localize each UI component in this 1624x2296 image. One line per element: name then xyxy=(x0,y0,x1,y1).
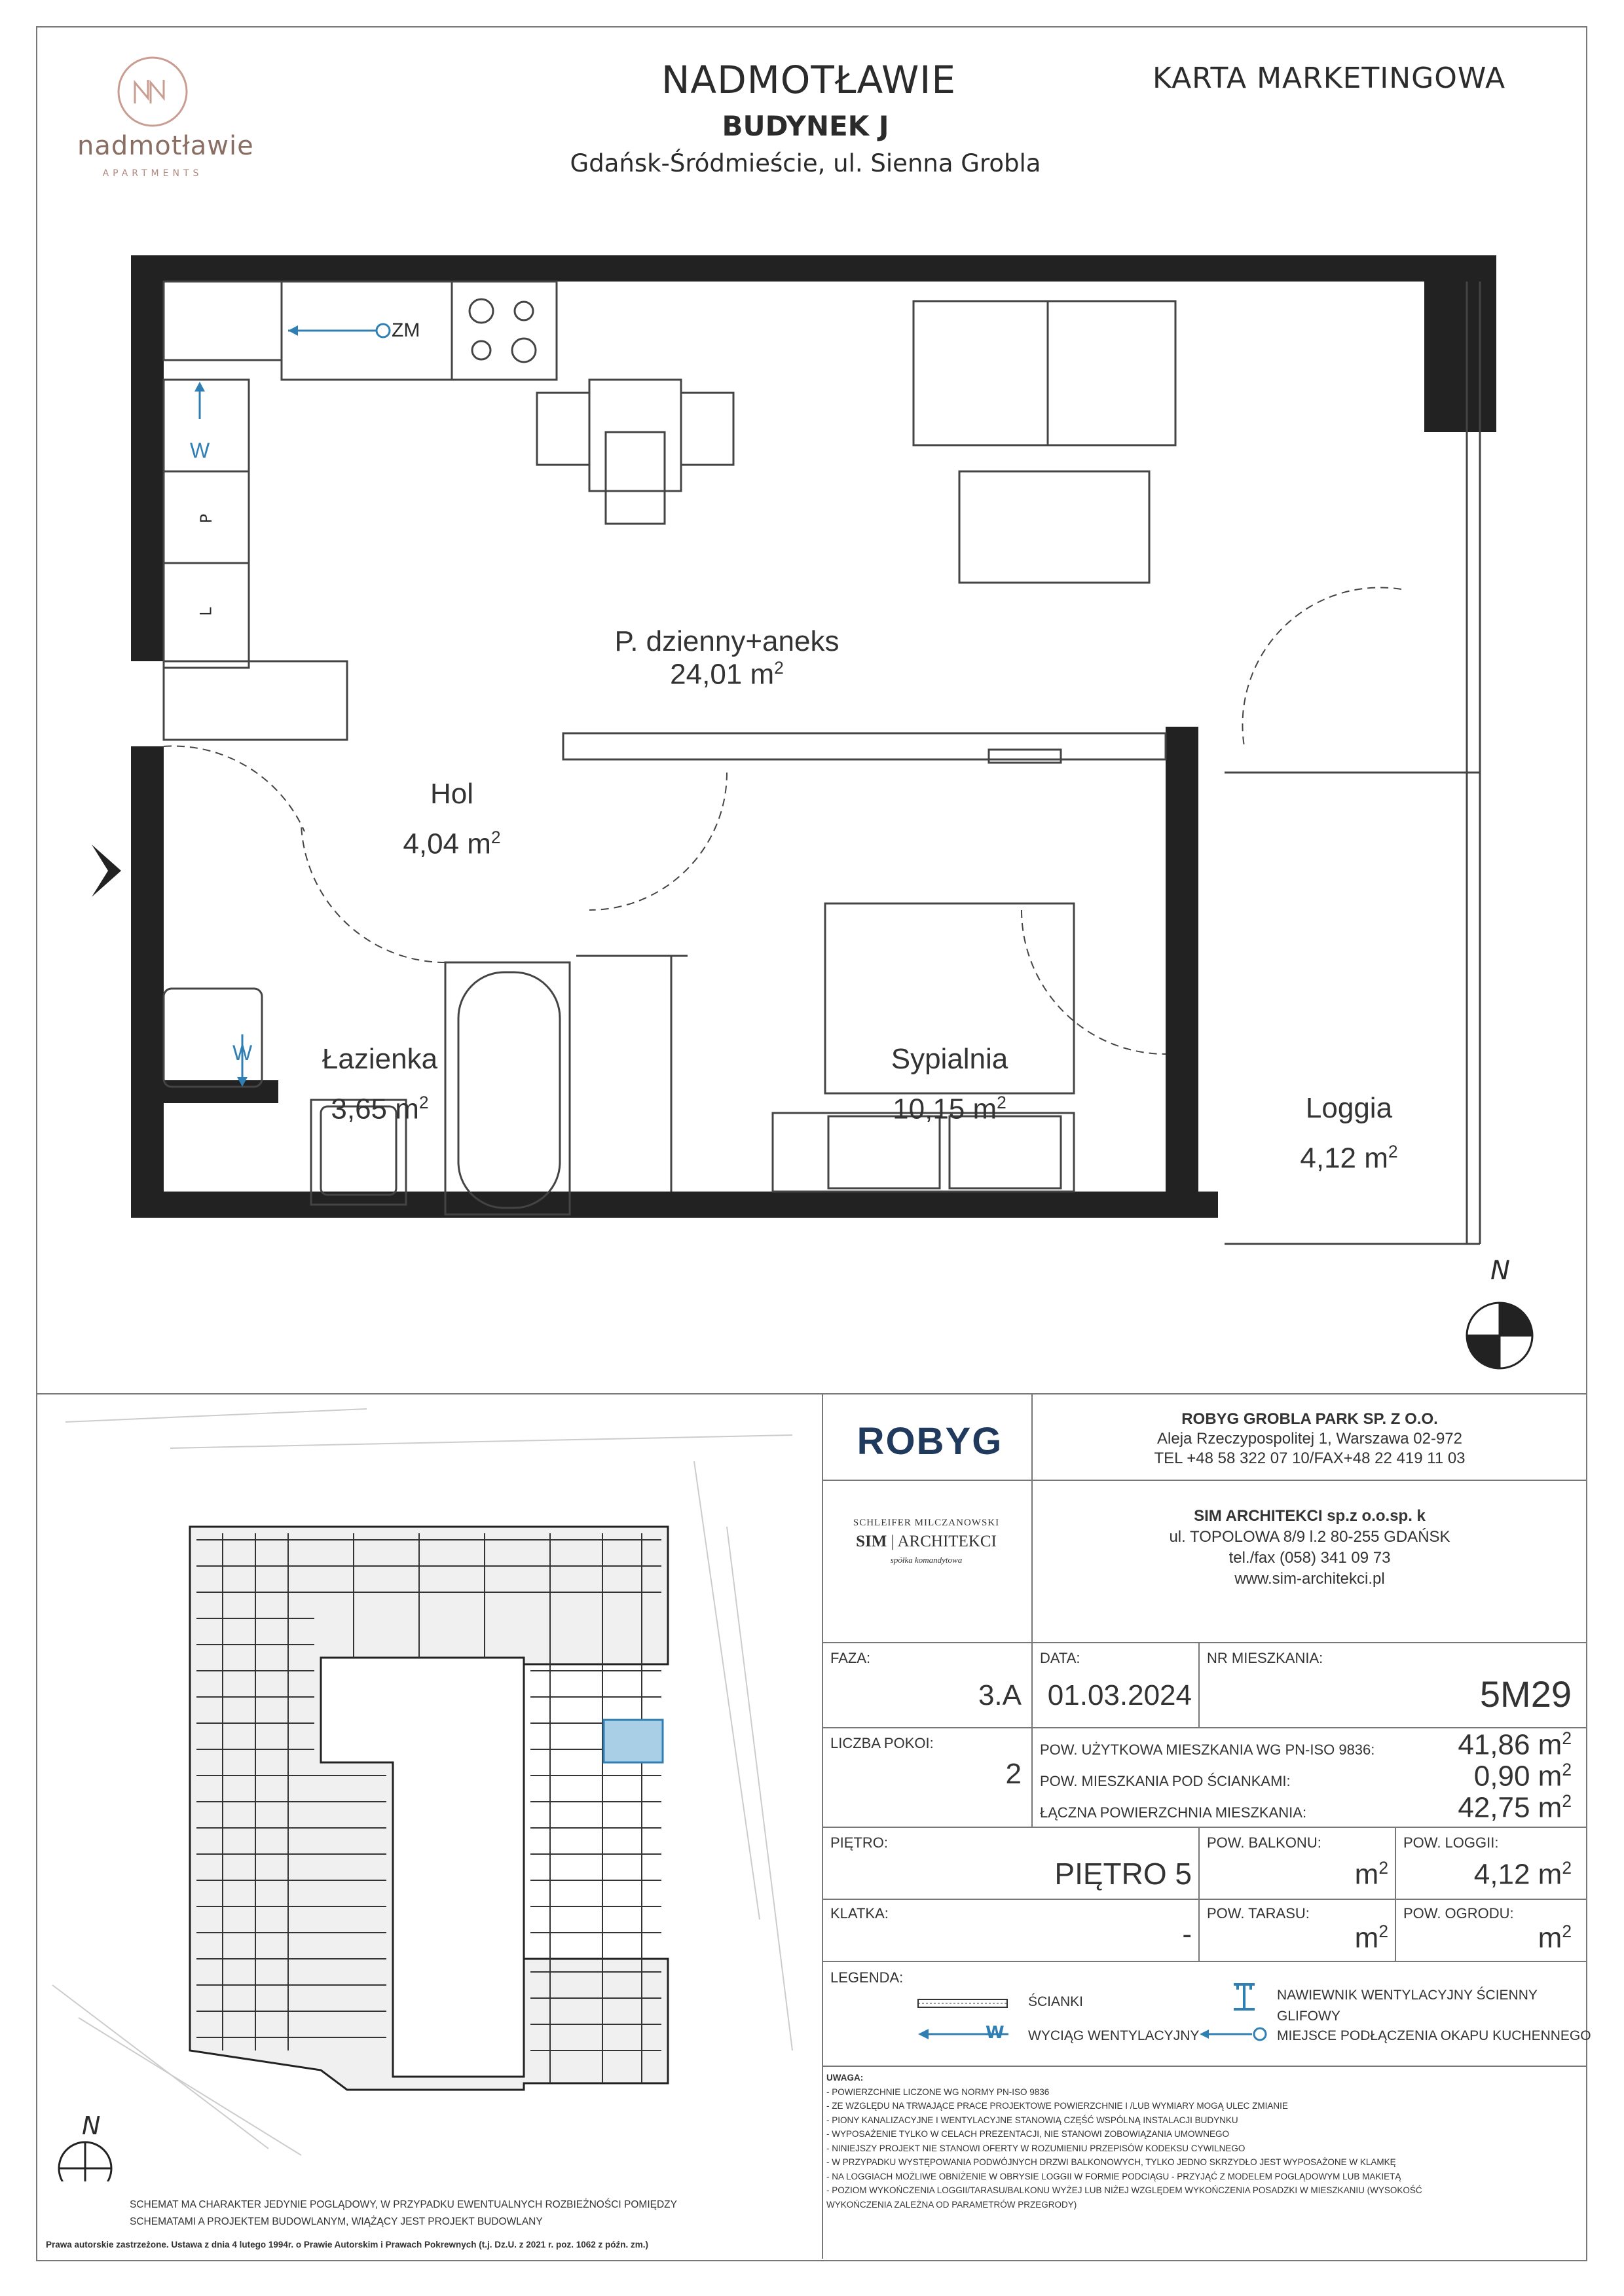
table-col xyxy=(1395,1827,1396,1961)
room-label-living: P. dzienny+aneks 24,01 $m^2$ xyxy=(614,625,840,691)
vent-mark-kitchen: W xyxy=(190,439,210,462)
architect-block: SIM ARCHITEKCI sp.z o.o.sp. k ul. TOPOLOWA 8/9 l.2 80-255 GDAŃSK tel./fax (058) 341 09 73 www.sim-architekci.pl xyxy=(1169,1507,1450,1588)
legend-okap: MIEJSCE PODŁĄCZENIA OKAPU KUCHENNEGO xyxy=(1277,2028,1591,2043)
legend-scianki: ŚCIANKI xyxy=(1028,1994,1084,2009)
cabinet-mark-p: P xyxy=(197,513,216,524)
table-line xyxy=(822,2066,1586,2067)
project-title: NADMOTŁAWIE xyxy=(661,58,957,102)
room-label-hall: Hol 4,04 $m^2$ xyxy=(403,778,501,860)
nr-value: 5M29 xyxy=(1479,1673,1572,1715)
table-col xyxy=(1198,1642,1200,1727)
pow-laczna-label: ŁĄCZNA POWIERZCHNIA MIESZKANIA: xyxy=(1040,1804,1307,1821)
nr-label: NR MIESZKANIA: xyxy=(1207,1650,1323,1666)
wall-vent-icon xyxy=(1231,1980,1257,2013)
partition-wall-icon xyxy=(917,1997,1008,2010)
cabinet-mark-l: L xyxy=(196,607,215,616)
developer-block: ROBYG GROBLA PARK SP. Z O.O. Aleja Rzeczypospolitej 1, Warszawa 02-972 TEL +48 58 322 07 10/FAX+48 22 419 11 03 xyxy=(1154,1410,1466,1467)
apartment-highlight xyxy=(604,1720,663,1762)
card-type-title: KARTA MARKETINGOWA xyxy=(1153,62,1506,95)
site-north-label: N xyxy=(82,2111,101,2140)
ogrod-value: $m^2$ xyxy=(1538,1922,1572,1954)
room-label-bathroom: Łazienka 3,65 $m^2$ xyxy=(322,1043,438,1125)
building-title: BUDYNEK J xyxy=(722,110,889,142)
faza-label: FAZA: xyxy=(830,1650,871,1666)
room-label-loggia: Loggia 4,12 $m^2$ xyxy=(1300,1092,1398,1175)
project-address: Gdańsk-Śródmieście, ul. Sienna Grobla xyxy=(570,149,1041,177)
pow-uzytkowa-label: POW. UŻYTKOWA MIESZKANIA WG PN-ISO 9836: xyxy=(1040,1741,1375,1758)
pietro-label: PIĘTRO: xyxy=(830,1834,889,1851)
table-line xyxy=(822,1899,1586,1900)
site-plan xyxy=(39,1396,819,2181)
table-line xyxy=(822,1961,1586,1962)
data-value: 01.03.2024 xyxy=(1047,1679,1192,1711)
table-col xyxy=(1031,1642,1033,1727)
hood-connection-legend-icon xyxy=(1198,2026,1270,2042)
vent-mark-bath: W xyxy=(232,1041,253,1065)
taras-value: $m^2$ xyxy=(1354,1922,1388,1954)
pow-scianki-label: POW. MIESZKANIA POD ŚCIANKAMI: xyxy=(1040,1773,1291,1789)
frame-divider-vertical xyxy=(822,1393,823,2259)
frame-divider xyxy=(36,1393,1586,1394)
robyg-logo: ROBYG xyxy=(857,1420,1003,1463)
company-divider xyxy=(822,1480,1586,1481)
table-col xyxy=(1198,1827,1200,1961)
site-disclaimer: SCHEMAT MA CHARAKTER JEDYNIE POGLĄDOWY, W PRZYPADKU EWENTUALNYCH ROZBIEŻNOŚCI POMIĘDZY SCHEMATAMI A PROJEKTEM BUDOWLANYM, WIĄŻĄCY JEST PROJEKT BUDOWLANY xyxy=(130,2199,677,2227)
architect-logo: SCHLEIFER MILCZANOWSKI SIM | ARCHITEKCI spółka komandytowa xyxy=(853,1518,1000,1565)
data-label: DATA: xyxy=(1040,1650,1080,1666)
legend-w-mark: W xyxy=(986,2023,1005,2043)
balkon-label: POW. BALKONU: xyxy=(1207,1834,1321,1851)
notes-block: UWAGA: - POWIERZCHNIE LICZONE WG NORMY PN-ISO 9836 - ZE WZGLĘDU NA TRWAJĄCE PRACE PROJEKTOWE POWIERZCHNIE I /LUB WYMIARY MOGĄ ULEC ZMIANIE - PIONY KANALIZACYJNE I WENTYLACYJNE STANOWIĄ CZĘŚĆ WSPÓLNĄ INSTALACJI BUDYNKU - WYPOSAŻENIE TYLKO W CELACH PREZENTACJI, NIE STANOWI ZOBOWIĄZANIA UMOWNEGO - NINIEJSZY PROJEKT NIE STANOWI OFERTY W ROZUMIENIU PRZEPISÓW KODEKSU CYWILNEGO - W PRZYPADKU WYSTĘPOWANIA PODWÓJNYCH DRZWI BALKONOWYCH, TYLKO JEDNO SKRZYDŁO JEST WYPOSAŻONE W KLAMKĘ - NA LOGGIACH MOŻLIWE OBNIŻENIE W OBRYSIE LOGGII W FORMIE PODCIĄGU - PRZYJĄĆ Z MODELEM POGLĄDOWYM LUB MAKIETĄ - POZIOM WYKOŃCZENIA LOGGII/TARASU/BALKONU WYŻEJ LUB NIŻEJ WZGLĘDEM WYKOŃCZENIA POSADZKI W MIESZKANIU (WYSOKOŚĆ WYKOŃCZENIA ZALEŻNA OD PARAMETRÓW PRZEGRODY) xyxy=(826,2073,1422,2210)
copyright-note: Prawa autorskie zastrzeżone. Ustawa z dnia 4 lutego 1994r. o Prawie Autorskim i Prawach Pokrewnych (t.j. Dz.U. z 2021 r. poz. 1062 z późn. zm.) xyxy=(46,2240,649,2250)
room-label-bedroom: Sypialnia 10,15 $m^2$ xyxy=(891,1043,1008,1125)
pietro-value: PIĘTRO 5 xyxy=(1054,1857,1192,1891)
ogrod-label: POW. OGRODU: xyxy=(1403,1905,1514,1922)
pokoi-label: LICZBA POKOI: xyxy=(830,1735,934,1751)
faza-value: 3.A xyxy=(978,1679,1022,1711)
balkon-value: $m^2$ xyxy=(1354,1858,1388,1891)
loggia-value: 4,12 $m^2$ xyxy=(1473,1858,1572,1891)
north-label: N xyxy=(1490,1256,1510,1286)
legend-nawiewnik: NAWIEWNIK WENTYLACYJNY ŚCIENNY GLIFOWY xyxy=(1277,1988,1538,2024)
logo-subtitle: APARTMENTS xyxy=(102,168,203,179)
taras-label: POW. TARASU: xyxy=(1207,1905,1310,1922)
pokoi-value: 2 xyxy=(1005,1758,1022,1790)
pow-uzytkowa-value: 41,86 $m^2$ xyxy=(1458,1728,1572,1761)
loggia-label: POW. LOGGII: xyxy=(1403,1834,1499,1851)
table-line xyxy=(822,1827,1586,1828)
hood-mark: ZM xyxy=(392,319,420,341)
legend-wyciag: WYCIĄG WENTYLACYJNY xyxy=(1028,2028,1200,2043)
klatka-value: - xyxy=(1182,1918,1192,1950)
table-col xyxy=(1031,1727,1033,1827)
pow-scianki-value: 0,90 $m^2$ xyxy=(1473,1760,1572,1793)
logo-wordmark: nadmotławie xyxy=(77,131,254,161)
pow-laczna-value: 42,75 $m^2$ xyxy=(1458,1791,1572,1824)
site-north-compass-icon xyxy=(59,2142,111,2181)
table-line xyxy=(822,1642,1586,1643)
company-logo-divider xyxy=(1031,1393,1033,1642)
klatka-label: KLATKA: xyxy=(830,1905,889,1922)
legend-title: LEGENDA: xyxy=(830,1969,904,1986)
